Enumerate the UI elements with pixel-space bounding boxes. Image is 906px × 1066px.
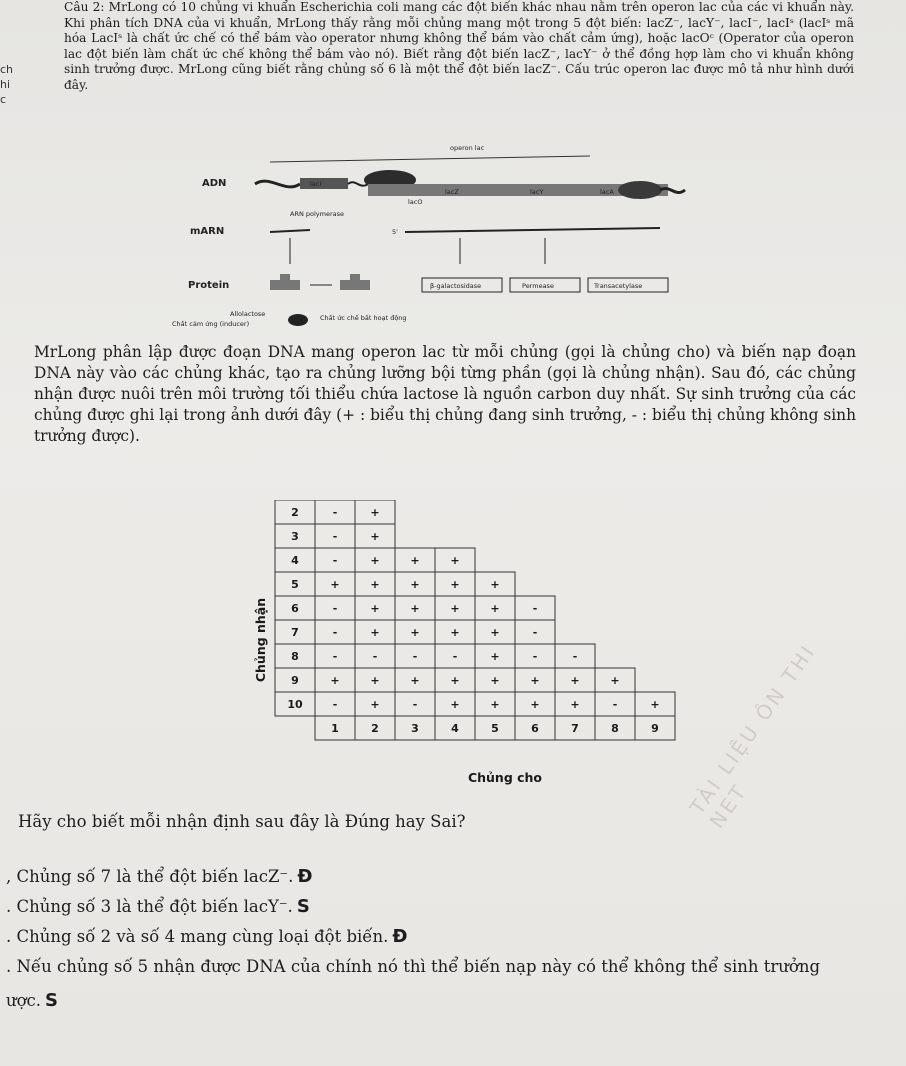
table-cell: + <box>410 602 420 615</box>
inducer-label: Chất cảm ứng (inducer) <box>172 320 250 328</box>
row-label: 3 <box>291 530 299 543</box>
operon-span-line <box>270 156 590 162</box>
column-label: 6 <box>531 722 539 735</box>
table-cell: + <box>370 602 380 615</box>
table-cell: + <box>370 530 380 543</box>
table-cell: + <box>370 674 380 687</box>
column-label: 1 <box>331 722 339 735</box>
row-label: 8 <box>291 650 299 663</box>
table-cell: + <box>610 674 620 687</box>
statement-b <box>6 896 310 917</box>
dna-left-coil <box>255 181 300 187</box>
bgal-label: β-galactosidase <box>430 282 482 290</box>
row-label-adn: ADN <box>202 178 227 189</box>
statement-text: . Nếu chủng số 5 nhận được DNA của chính nó thì thể biến nạp này có thể không thể sinh trưởng <box>6 957 821 976</box>
allolactose-dot <box>288 314 308 326</box>
operon-mrna <box>405 228 660 232</box>
five-prime-label: 5' <box>392 228 398 236</box>
answer-mark: Đ <box>392 926 408 947</box>
laci-gene <box>300 178 348 189</box>
table-cell: + <box>330 674 340 687</box>
row-label: 7 <box>291 626 299 639</box>
laca-label: lacA <box>600 188 614 196</box>
watermark: TÀI LIỆU ÔN THI NET <box>684 639 821 833</box>
table-cell: + <box>330 578 340 591</box>
row-label-protein: Protein <box>188 280 230 291</box>
table-cell: - <box>332 650 338 663</box>
table-cell: - <box>412 698 418 711</box>
answer-mark: S <box>296 896 310 917</box>
table-cell: + <box>490 650 500 663</box>
scribble-line: hi <box>0 78 11 91</box>
table-cell: - <box>532 626 538 639</box>
column-label: 2 <box>371 722 379 735</box>
allolactose-label: Allolactose <box>230 310 266 318</box>
column-label: 7 <box>571 722 579 735</box>
row-label: 4 <box>291 554 299 567</box>
margin-scribble <box>0 62 13 107</box>
operon-diagram <box>160 140 700 340</box>
statement-a <box>6 866 312 887</box>
lacz-label: lacZ <box>445 188 459 196</box>
column-label: 4 <box>451 722 459 735</box>
laco-label: lacO <box>408 198 423 206</box>
x-axis-label: Chủng cho <box>467 770 543 785</box>
permease-label: Permease <box>522 282 554 290</box>
table-cell: + <box>650 698 660 711</box>
column-label: 9 <box>651 722 659 735</box>
statement-d <box>6 956 824 977</box>
column-label: 8 <box>611 722 619 735</box>
table-cell: - <box>332 626 338 639</box>
row-label-marn: mARN <box>190 226 225 237</box>
table-cell: + <box>410 554 420 567</box>
inactive-repressor-label: Chất ức chế bất hoạt động <box>320 314 407 322</box>
question-prompt: Hãy cho biết mỗi nhận định sau đây là Đúng hay Sai? <box>18 812 466 831</box>
statement-d-continued <box>6 990 58 1011</box>
row-label: 6 <box>291 602 299 615</box>
table-cell: + <box>490 578 500 591</box>
inactive-repressor-shape <box>340 274 370 290</box>
transacetylase-label: Transacetylase <box>594 282 643 290</box>
operon-diagram-svg <box>160 140 700 340</box>
answer-mark: S <box>45 990 59 1011</box>
table-cell: - <box>452 650 458 663</box>
table-cell: + <box>570 674 580 687</box>
y-axis-label: Chủng nhận <box>253 597 268 683</box>
table-cell: + <box>370 578 380 591</box>
table-cell: + <box>450 554 460 567</box>
statement-text: . Chủng số 3 là thể đột biến lacY⁻. <box>6 897 293 916</box>
table-cell: + <box>530 698 540 711</box>
table-cell: + <box>450 698 460 711</box>
row-label: 10 <box>287 698 303 711</box>
table-cell: + <box>490 698 500 711</box>
table-cell: + <box>410 674 420 687</box>
answer-mark: Đ <box>297 866 313 887</box>
table-cell: + <box>370 506 380 519</box>
table-cell: + <box>370 554 380 567</box>
table-cell: - <box>412 650 418 663</box>
scribble-line: ch <box>0 63 14 76</box>
table-cell: - <box>572 650 578 663</box>
scribble-line: c <box>0 93 7 106</box>
table-cell: - <box>372 650 378 663</box>
operon-label: operon lac <box>450 144 485 152</box>
table-cell: + <box>370 626 380 639</box>
table-cell: + <box>450 602 460 615</box>
column-label: 3 <box>411 722 419 735</box>
table-cell: - <box>532 650 538 663</box>
table-cell: + <box>490 626 500 639</box>
rna-polymerase-label: ARN polymerase <box>290 210 345 218</box>
table-cell: + <box>370 698 380 711</box>
table-cell: - <box>332 530 338 543</box>
table-cell: - <box>332 698 338 711</box>
table-cell: + <box>570 698 580 711</box>
table-cell: - <box>332 554 338 567</box>
grid-cells <box>275 500 675 740</box>
table-cell: + <box>410 626 420 639</box>
table-cell: - <box>612 698 618 711</box>
table-cell: + <box>410 578 420 591</box>
question-intro: Câu 2: MrLong có 10 chủng vi khuẩn Escherichia coli mang các đột biến khác nhau nằm trên operon lac của các vi khuẩn này. Khi phân tích DNA của vi khuẩn, MrLong thấy rằng mỗi chủng mang một trong 5 đột biến: lacZ⁻, lacY⁻, lacI⁻, lacIˢ (lacIˢ mã hóa LacIˢ là chất ức chế có thể bám vào operator nhưng không thể bám vào chất cảm ứng), hoặc lacOᶜ (Operator của operon lac đột biến làm chất ức chế không thể bám vào nó). Biết rằng đột biến lacZ⁻, lacY⁻ ở thể đồng hợp làm cho vi khuẩn không sinh trưởng được. MrLong cũng biết rằng chủng số 6 là một thể đột biến lacZ⁻. Cấu trúc operon lac được mô tả như hình dưới đây. <box>64 0 854 92</box>
table-cell: - <box>332 602 338 615</box>
growth-table <box>245 500 705 790</box>
dna-spacer <box>348 182 368 185</box>
table-cell: + <box>530 674 540 687</box>
table-cell: + <box>490 674 500 687</box>
table-cell: + <box>450 578 460 591</box>
statement-text: ược. <box>6 991 42 1010</box>
table-cell: + <box>450 626 460 639</box>
row-label: 2 <box>291 506 299 519</box>
growth-table-svg <box>245 500 705 790</box>
statement-c <box>6 926 407 947</box>
table-cell: + <box>490 602 500 615</box>
repressor-protein <box>270 274 300 290</box>
laci-label: lacI <box>310 180 322 188</box>
column-label: 5 <box>491 722 499 735</box>
lacy-label: lacY <box>530 188 544 196</box>
table-cell: - <box>532 602 538 615</box>
row-label: 5 <box>291 578 299 591</box>
statement-text: . Chủng số 2 và số 4 mang cùng loại đột biến. <box>6 927 389 946</box>
table-cell: - <box>332 506 338 519</box>
statement-text: , Chủng số 7 là thể đột biến lacZ⁻. <box>6 867 294 886</box>
laci-mrna <box>270 230 310 232</box>
experiment-description: MrLong phân lập được đoạn DNA mang operon lac từ mỗi chủng (gọi là chủng cho) và biến nạp đoạn DNA này vào các chủng khác, tạo ra chủng lưỡng bội từng phần (gọi là chủng nhận). Sau đó, các chủng nhận được nuôi trên môi trường tối thiểu chứa lactose là nguồn carbon duy nhất. Sự sinh trưởng của các chủng được ghi lại trong ảnh dưới đây (+ : biểu thị chủng đang sinh trưởng, - : biểu thị chủng không sinh trưởng được). <box>34 343 856 445</box>
row-label: 9 <box>291 674 299 687</box>
terminal-blob <box>618 181 662 199</box>
table-cell: + <box>450 674 460 687</box>
